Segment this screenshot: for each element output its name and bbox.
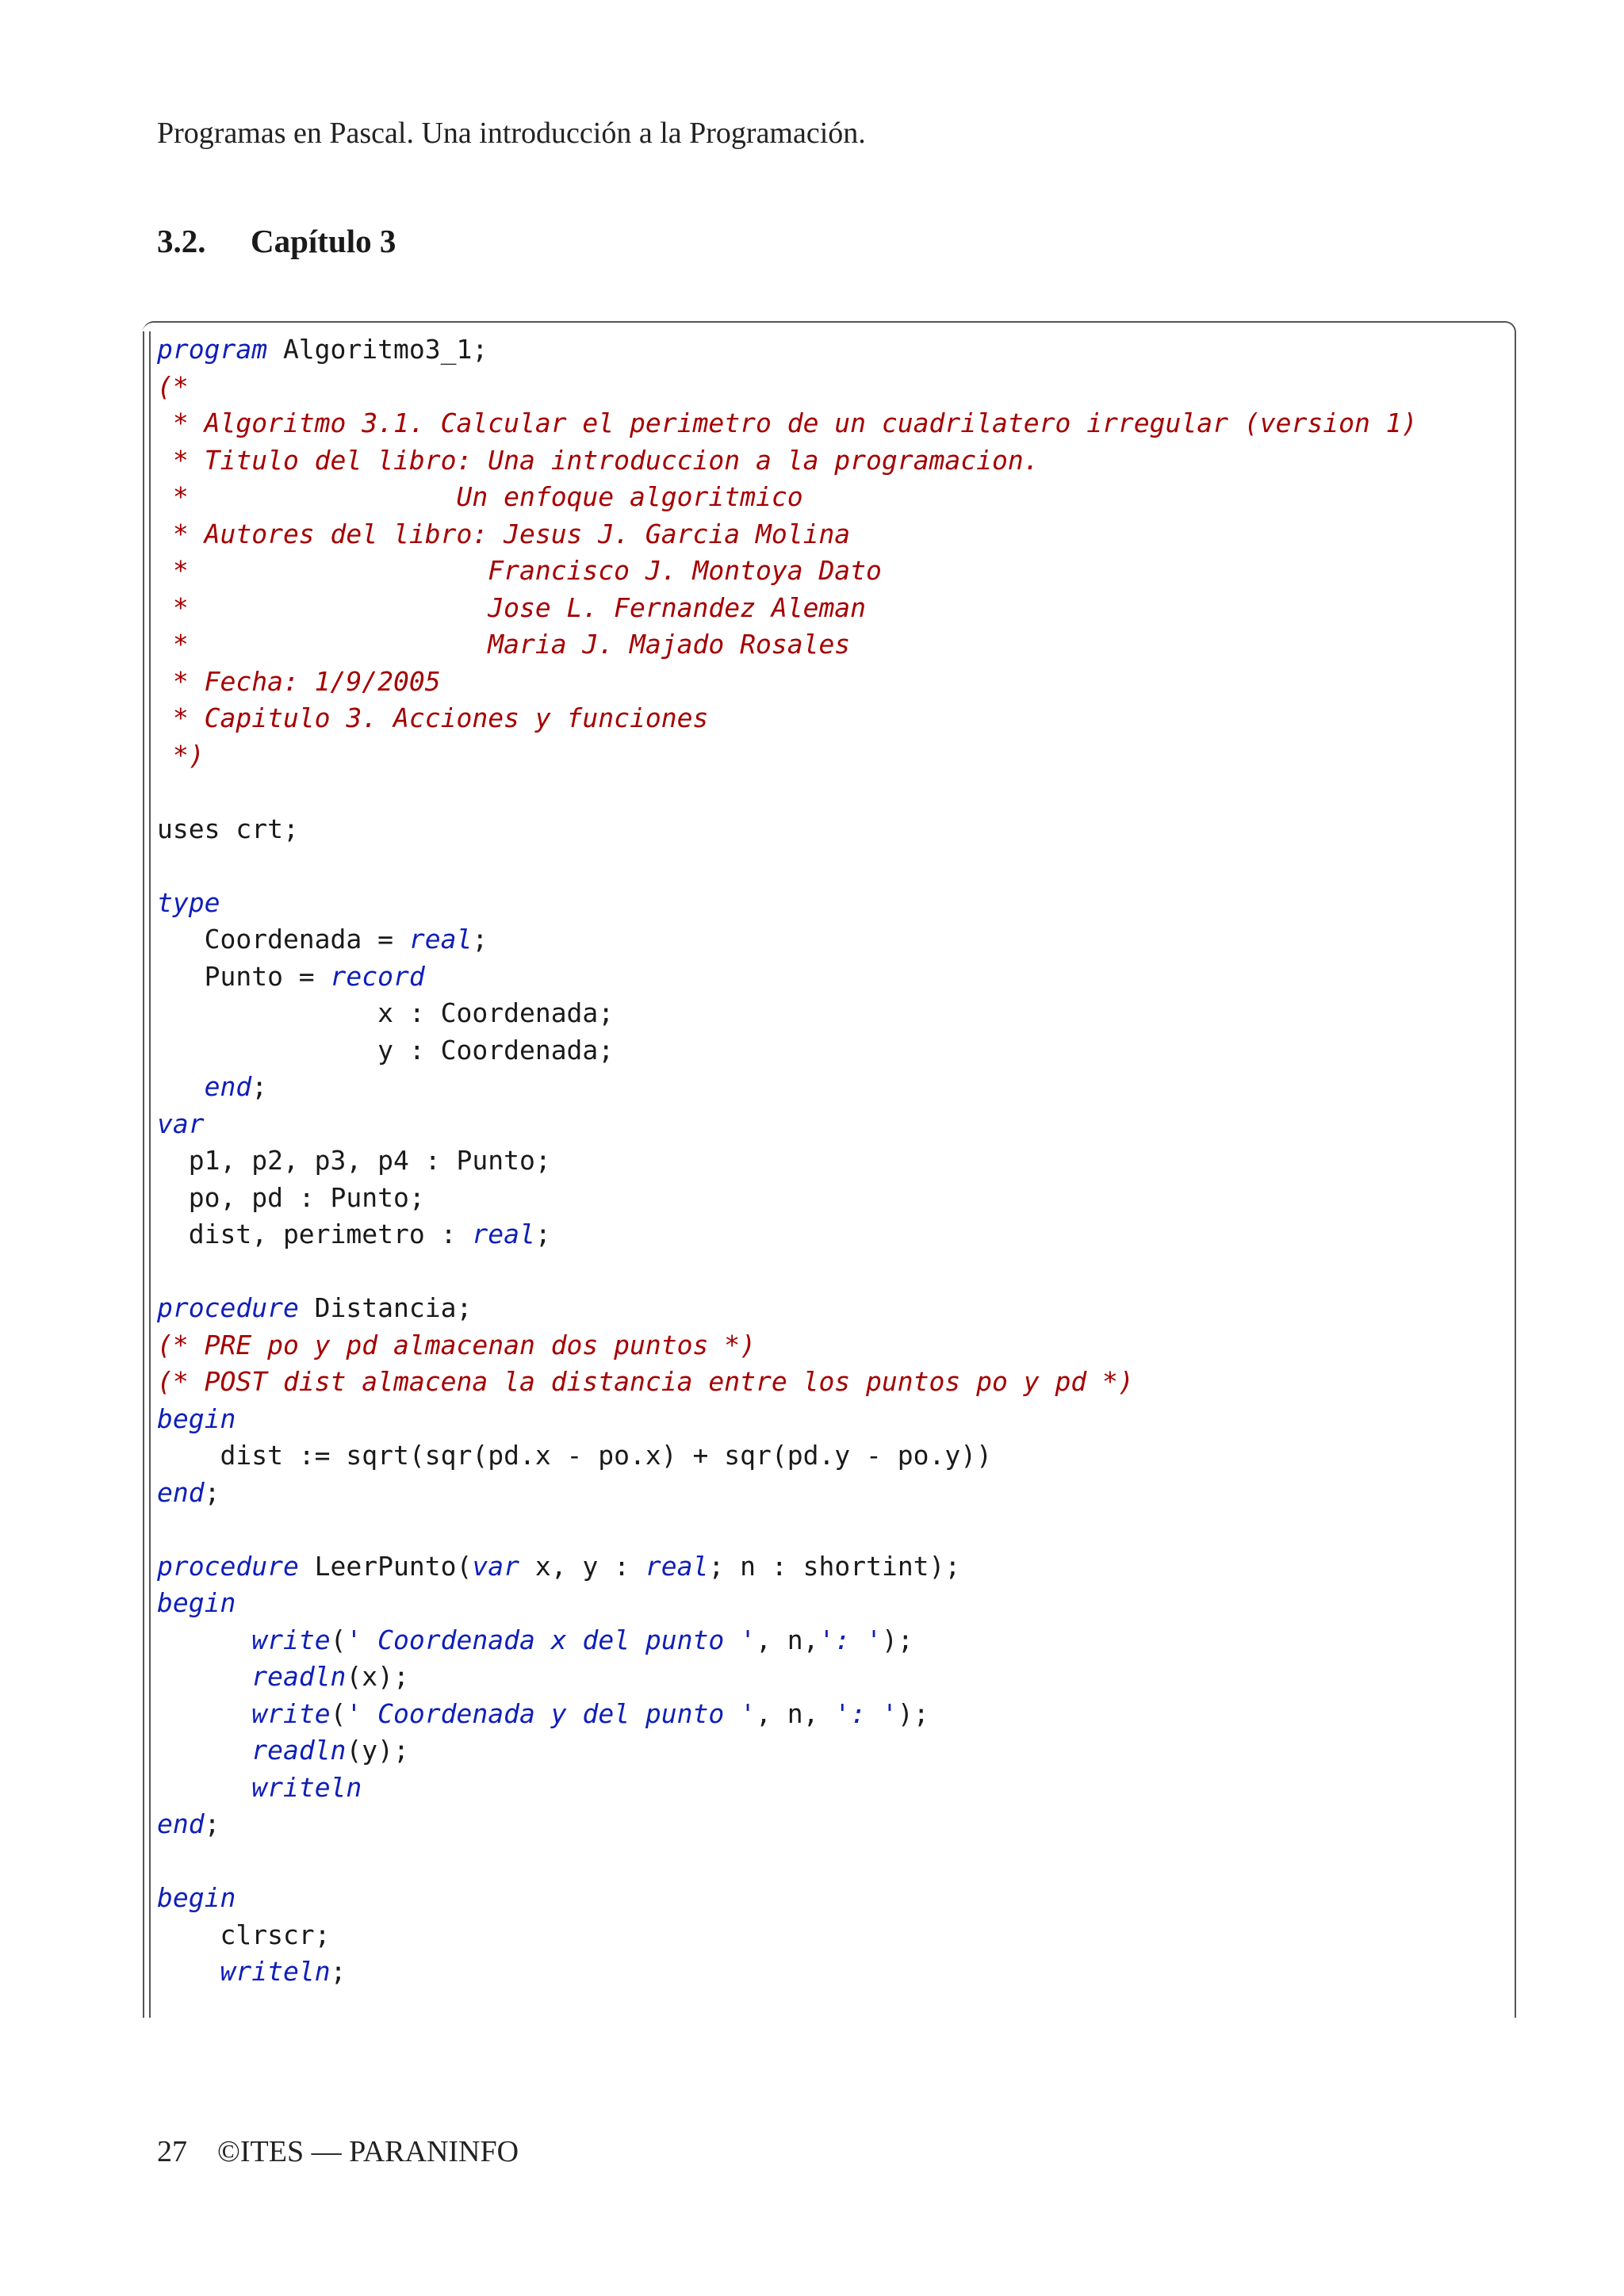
code-token-comment: * Maria J. Majado Rosales xyxy=(157,629,851,660)
code-line xyxy=(157,516,1417,553)
code-token-str: ' Coordenada y del punto ' xyxy=(346,1697,756,1729)
code-token-kw: end xyxy=(157,1476,205,1508)
code-line xyxy=(157,700,1417,737)
code-line xyxy=(157,1659,1417,1696)
code-line xyxy=(157,479,1417,516)
code-line xyxy=(157,1327,1417,1364)
page-footer xyxy=(157,2134,519,2169)
code-token-plain xyxy=(157,1735,251,1766)
code-line xyxy=(157,1106,1417,1143)
code-token-plain: , n, xyxy=(756,1697,835,1729)
code-line xyxy=(157,737,1417,775)
code-token-plain xyxy=(157,1956,220,1987)
code-token-kw: real xyxy=(408,924,473,955)
code-token-plain: x : Coordenada; xyxy=(157,997,615,1028)
code-token-kw: begin xyxy=(157,1587,236,1618)
code-token-comment: (* xyxy=(157,370,189,402)
code-line xyxy=(157,1696,1417,1733)
code-token-comment: *) xyxy=(157,739,205,771)
code-line xyxy=(157,442,1417,480)
code-token-kw: readln xyxy=(251,1735,347,1766)
code-token-kw: type xyxy=(157,886,220,918)
code-token-plain: ( xyxy=(330,1624,347,1655)
code-line xyxy=(157,921,1417,959)
code-line xyxy=(157,1216,1417,1253)
code-token-comment: (* POST dist almacena la distancia entre los puntos po y pd *) xyxy=(157,1366,1134,1397)
code-token-kw: end xyxy=(204,1071,252,1102)
code-token-kw: var xyxy=(472,1550,519,1582)
code-token-kw: begin xyxy=(157,1882,236,1913)
code-line xyxy=(157,1069,1417,1106)
code-token-comment: * Un enfoque algoritmico xyxy=(157,481,803,512)
code-token-comment: * Algoritmo 3.1. Calcular el perimetro de un cuadrilatero irregular (version 1) xyxy=(157,408,1418,438)
copyright-icon: © xyxy=(217,2135,240,2168)
code-line xyxy=(157,1954,1417,1991)
code-line xyxy=(157,811,1417,848)
code-line xyxy=(157,995,1417,1032)
code-token-kw: writeln xyxy=(251,1771,362,1803)
code-line xyxy=(157,959,1417,996)
code-line xyxy=(157,1364,1417,1401)
code-token-plain: ; xyxy=(330,1956,347,1987)
code-token-kw: record xyxy=(330,960,425,992)
running-header: Programas en Pascal. Una introducción a la Programación. xyxy=(157,117,866,150)
code-line xyxy=(157,369,1417,406)
code-token-plain: clrscr; xyxy=(157,1919,331,1950)
code-line xyxy=(157,1437,1417,1475)
code-token-plain xyxy=(157,1071,205,1102)
code-line xyxy=(157,1032,1417,1070)
code-token-plain xyxy=(157,1772,251,1803)
publisher-name: ITES — PARANINFO xyxy=(239,2135,519,2168)
code-token-str: ' Coordenada x del punto ' xyxy=(346,1624,756,1655)
code-token-plain: ; xyxy=(204,1476,220,1508)
code-line xyxy=(157,1548,1417,1586)
code-token-plain: ; n : shortint); xyxy=(708,1550,961,1582)
code-token-plain: , n, xyxy=(756,1624,819,1655)
code-line xyxy=(157,774,1417,811)
code-line xyxy=(157,1401,1417,1438)
code-token-plain: uses crt; xyxy=(157,813,299,844)
section-title: Capítulo 3 xyxy=(251,223,396,259)
code-token-comment: * Francisco J. Montoya Dato xyxy=(157,555,882,586)
code-line xyxy=(157,1253,1417,1291)
code-token-kw: var xyxy=(157,1108,205,1139)
code-line xyxy=(157,885,1417,922)
code-token-plain: Distancia; xyxy=(298,1292,473,1323)
code-line xyxy=(157,1290,1417,1327)
code-token-kw: program xyxy=(157,334,268,365)
code-line xyxy=(157,1843,1417,1881)
code-line xyxy=(157,1917,1417,1954)
code-line xyxy=(157,1180,1417,1217)
code-line xyxy=(157,405,1417,442)
code-token-plain: ; xyxy=(534,1219,551,1249)
code-token-plain: Punto = xyxy=(157,960,331,992)
code-line xyxy=(157,1806,1417,1843)
code-line xyxy=(157,1475,1417,1512)
code-token-plain: ; xyxy=(251,1071,268,1102)
code-token-comment: * Jose L. Fernandez Aleman xyxy=(157,591,867,623)
code-token-kw: write xyxy=(251,1697,331,1729)
code-line xyxy=(157,1770,1417,1807)
code-token-kw: real xyxy=(645,1550,709,1582)
code-line xyxy=(157,1622,1417,1659)
code-line xyxy=(157,331,1417,369)
code-token-comment: * Autores del libro: Jesus J. Garcia Molina xyxy=(157,518,851,549)
code-line xyxy=(157,1511,1417,1548)
code-line xyxy=(157,1585,1417,1622)
code-line xyxy=(157,664,1417,701)
code-token-kw: procedure xyxy=(157,1292,299,1323)
code-token-plain: Coordenada = xyxy=(157,924,409,955)
code-token-plain xyxy=(157,1661,251,1692)
code-token-comment: * Titulo del libro: Una introduccion a la programacion. xyxy=(157,444,1040,476)
code-token-plain: ); xyxy=(897,1697,929,1729)
code-token-plain: ); xyxy=(881,1624,914,1655)
code-token-plain: ( xyxy=(330,1697,347,1729)
code-token-plain: y : Coordenada; xyxy=(157,1034,615,1066)
code-line xyxy=(157,590,1417,627)
code-token-plain xyxy=(157,1698,251,1729)
code-token-kw: begin xyxy=(157,1402,236,1434)
code-listing xyxy=(157,331,1417,1991)
code-token-plain: Algoritmo3_1; xyxy=(267,334,488,365)
code-token-plain: (y); xyxy=(346,1735,409,1766)
section-number: 3.2. xyxy=(157,223,206,259)
code-token-plain: (x); xyxy=(346,1661,409,1692)
code-token-comment: * Fecha: 1/9/2005 xyxy=(157,665,441,697)
page-number: 27 xyxy=(157,2135,187,2168)
code-token-plain: ; xyxy=(204,1808,220,1839)
section-heading xyxy=(157,222,396,260)
code-token-kw: real xyxy=(472,1219,535,1249)
code-line xyxy=(157,1880,1417,1917)
code-line xyxy=(157,848,1417,885)
code-token-kw: readln xyxy=(251,1661,347,1692)
code-token-plain: p1, p2, p3, p4 : Punto; xyxy=(157,1145,551,1176)
code-token-comment: (* PRE po y pd almacenan dos puntos *) xyxy=(157,1329,756,1360)
code-token-plain: dist, perimetro : xyxy=(157,1219,473,1249)
code-token-kw: procedure xyxy=(157,1550,299,1582)
code-token-plain xyxy=(157,1624,251,1655)
code-token-kw: end xyxy=(157,1808,205,1839)
code-token-str: ': ' xyxy=(818,1624,882,1655)
code-token-plain: po, pd : Punto; xyxy=(157,1181,425,1213)
code-token-plain: x, y : xyxy=(519,1550,645,1582)
code-frame-rule-outer xyxy=(143,331,144,2018)
code-token-kw: writeln xyxy=(220,1956,331,1987)
code-token-str: ': ' xyxy=(834,1697,898,1729)
code-token-plain: LeerPunto( xyxy=(298,1550,473,1582)
code-token-comment: * Capitulo 3. Acciones y funciones xyxy=(157,702,709,733)
code-frame-rule-inner xyxy=(149,331,151,2018)
code-line xyxy=(157,1732,1417,1770)
code-token-kw: write xyxy=(251,1624,331,1655)
code-token-plain: ; xyxy=(472,924,488,955)
code-line xyxy=(157,1142,1417,1180)
code-token-plain: dist := sqrt(sqr(pd.x - po.x) + sqr(pd.y - po.y)) xyxy=(157,1440,992,1471)
code-line xyxy=(157,553,1417,590)
code-line xyxy=(157,626,1417,664)
